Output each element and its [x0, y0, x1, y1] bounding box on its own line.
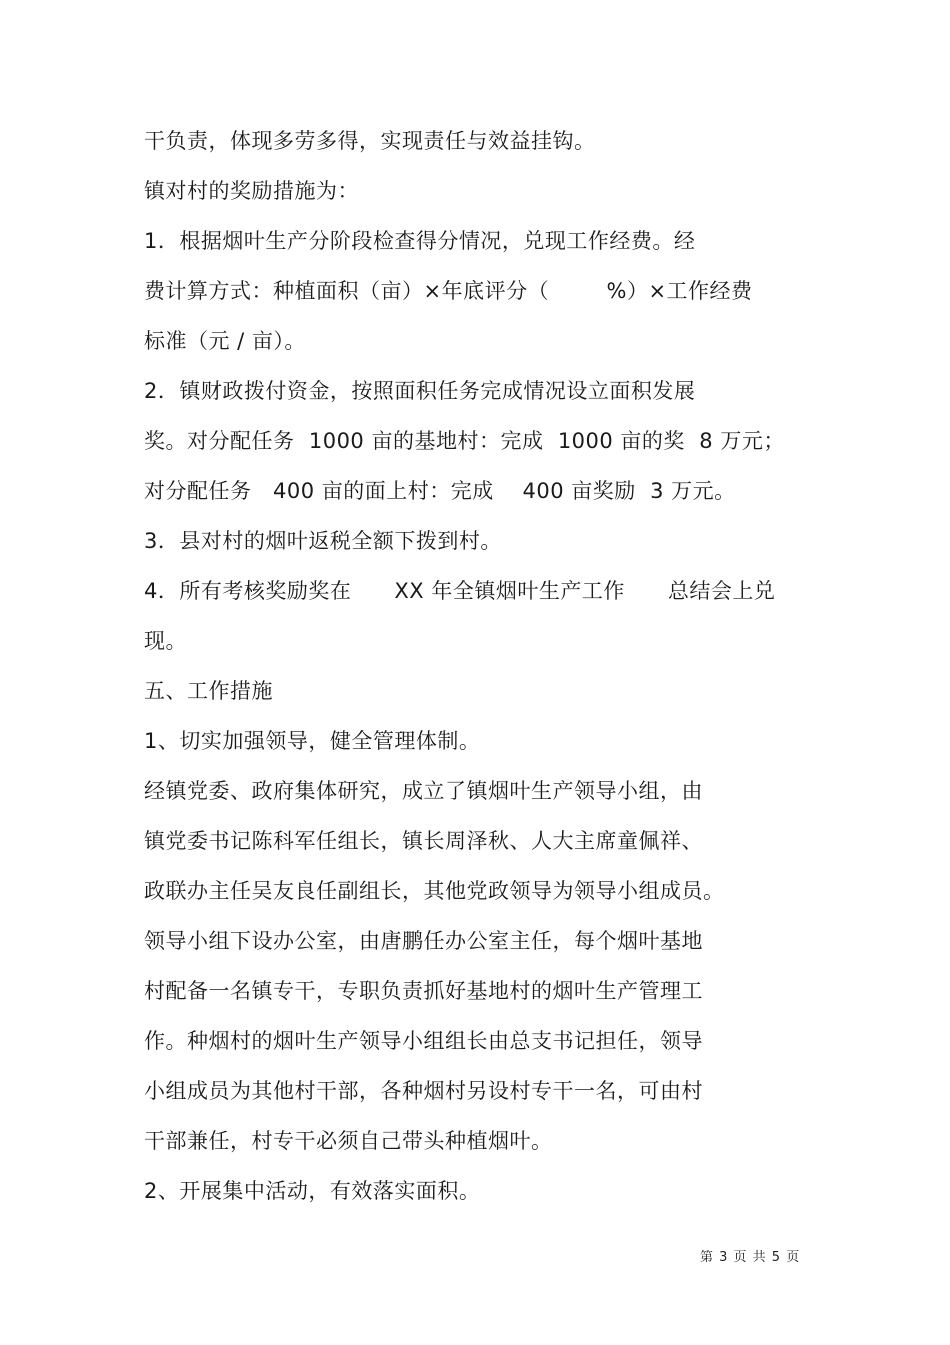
paragraph-line-5: 村配备一名镇专干，专职负责抓好基地村的烟叶生产管理工: [144, 979, 703, 1003]
list-item-2-line-1: 2．镇财政拨付资金，按照面积任务完成情况设立面积发展: [144, 379, 696, 403]
list-item-1-line-3: 标准（元 / 亩）。: [144, 329, 306, 353]
paragraph-line-8: 干部兼任，村专干必须自己带头种植烟叶。: [144, 1129, 553, 1153]
list-item-2-line-3: 对分配任务 400 亩的面上村：完成 400 亩奖励 3 万元。: [144, 479, 736, 503]
subheading-1: 1、切实加强领导，健全管理体制。: [144, 729, 481, 753]
subheading-2: 2、开展集中活动，有效落实面积。: [144, 1179, 481, 1203]
page-number-footer: 第 3 页 共 5 页: [700, 1250, 801, 1265]
paragraph-line-4: 领导小组下设办公室，由唐鹏任办公室主任，每个烟叶基地: [144, 929, 703, 953]
paragraph-line-2: 镇党委书记陈科军任组长，镇长周泽秋、人大主席童佩祥、: [144, 829, 703, 853]
body-line-2: 镇对村的奖励措施为：: [144, 179, 359, 203]
list-item-4-line-1: 4．所有考核奖励奖在 XX 年全镇烟叶生产工作 总结会上兑: [144, 579, 776, 603]
paragraph-line-7: 小组成员为其他村干部，各种烟村另设村专干一名，可由村: [144, 1079, 703, 1103]
body-line-1: 干负责，体现多劳多得，实现责任与效益挂钩。: [144, 129, 596, 153]
list-item-3: 3．县对村的烟叶返税全额下拨到村。: [144, 529, 502, 553]
list-item-4-line-2: 现。: [144, 629, 187, 653]
list-item-1-line-1: 1．根据烟叶生产分阶段检查得分情况，兑现工作经费。经: [144, 229, 696, 253]
paragraph-line-1: 经镇党委、政府集体研究，成立了镇烟叶生产领导小组，由: [144, 779, 703, 803]
list-item-2-line-2: 奖。对分配任务 1000 亩的基地村：完成 1000 亩的奖 8 万元；: [144, 429, 785, 453]
paragraph-line-6: 作。种烟村的烟叶生产领导小组组长由总支书记担任，领导: [144, 1029, 703, 1053]
section-heading: 五、工作措施: [144, 679, 273, 703]
paragraph-line-3: 政联办主任吴友良任副组长，其他党政领导为领导小组成员。: [144, 879, 725, 903]
list-item-1-line-2: 费计算方式：种植面积（亩）×年底评分（ %）×工作经费: [144, 279, 753, 303]
